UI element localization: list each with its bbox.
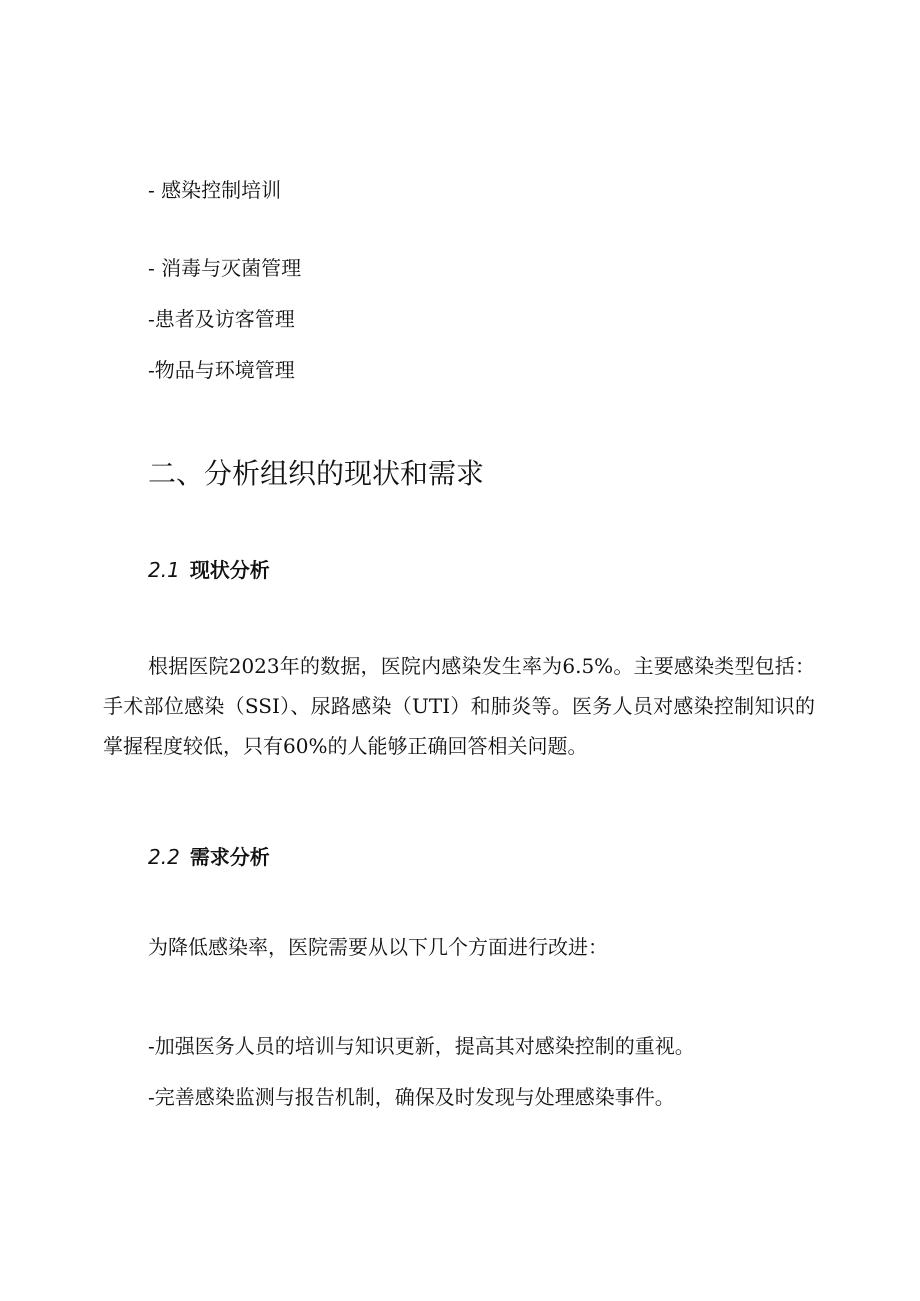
subsection-number: 2.1 <box>148 558 180 582</box>
needs-item-monitoring: -完善感染监测与报告机制，确保及时发现与处理感染事件。 <box>148 1085 675 1109</box>
needs-intro: 为降低感染率，医院需要从以下几个方面进行改进： <box>148 935 608 959</box>
subsection-title: 现状分析 <box>189 558 270 582</box>
subsection-heading-needs <box>148 844 270 870</box>
list-item-infection-training: - 感染控制培训 <box>148 178 282 202</box>
needs-item-training: -加强医务人员的培训与知识更新，提高其对感染控制的重视。 <box>148 1034 695 1058</box>
list-item-patient-visitor: -患者及访客管理 <box>148 307 295 331</box>
section-heading: 二、分析组织的现状和需求 <box>148 457 485 490</box>
list-item-disinfection: - 消毒与灭菌管理 <box>148 256 302 280</box>
list-item-goods-environment: -物品与环境管理 <box>148 358 295 382</box>
status-paragraph: 根据医院2023年的数据，医院内感染发生率为6.5%。主要感染类型包括：手术部位感染（SSI）、尿路感染（UTI）和肺炎等。医务人员对感染控制知识的掌握程度较低，只有60%的人能够正确回答相关问题。 <box>103 654 815 758</box>
subsection-heading-status <box>148 557 270 583</box>
subsection-title: 需求分析 <box>189 845 270 869</box>
subsection-number: 2.2 <box>148 845 180 869</box>
